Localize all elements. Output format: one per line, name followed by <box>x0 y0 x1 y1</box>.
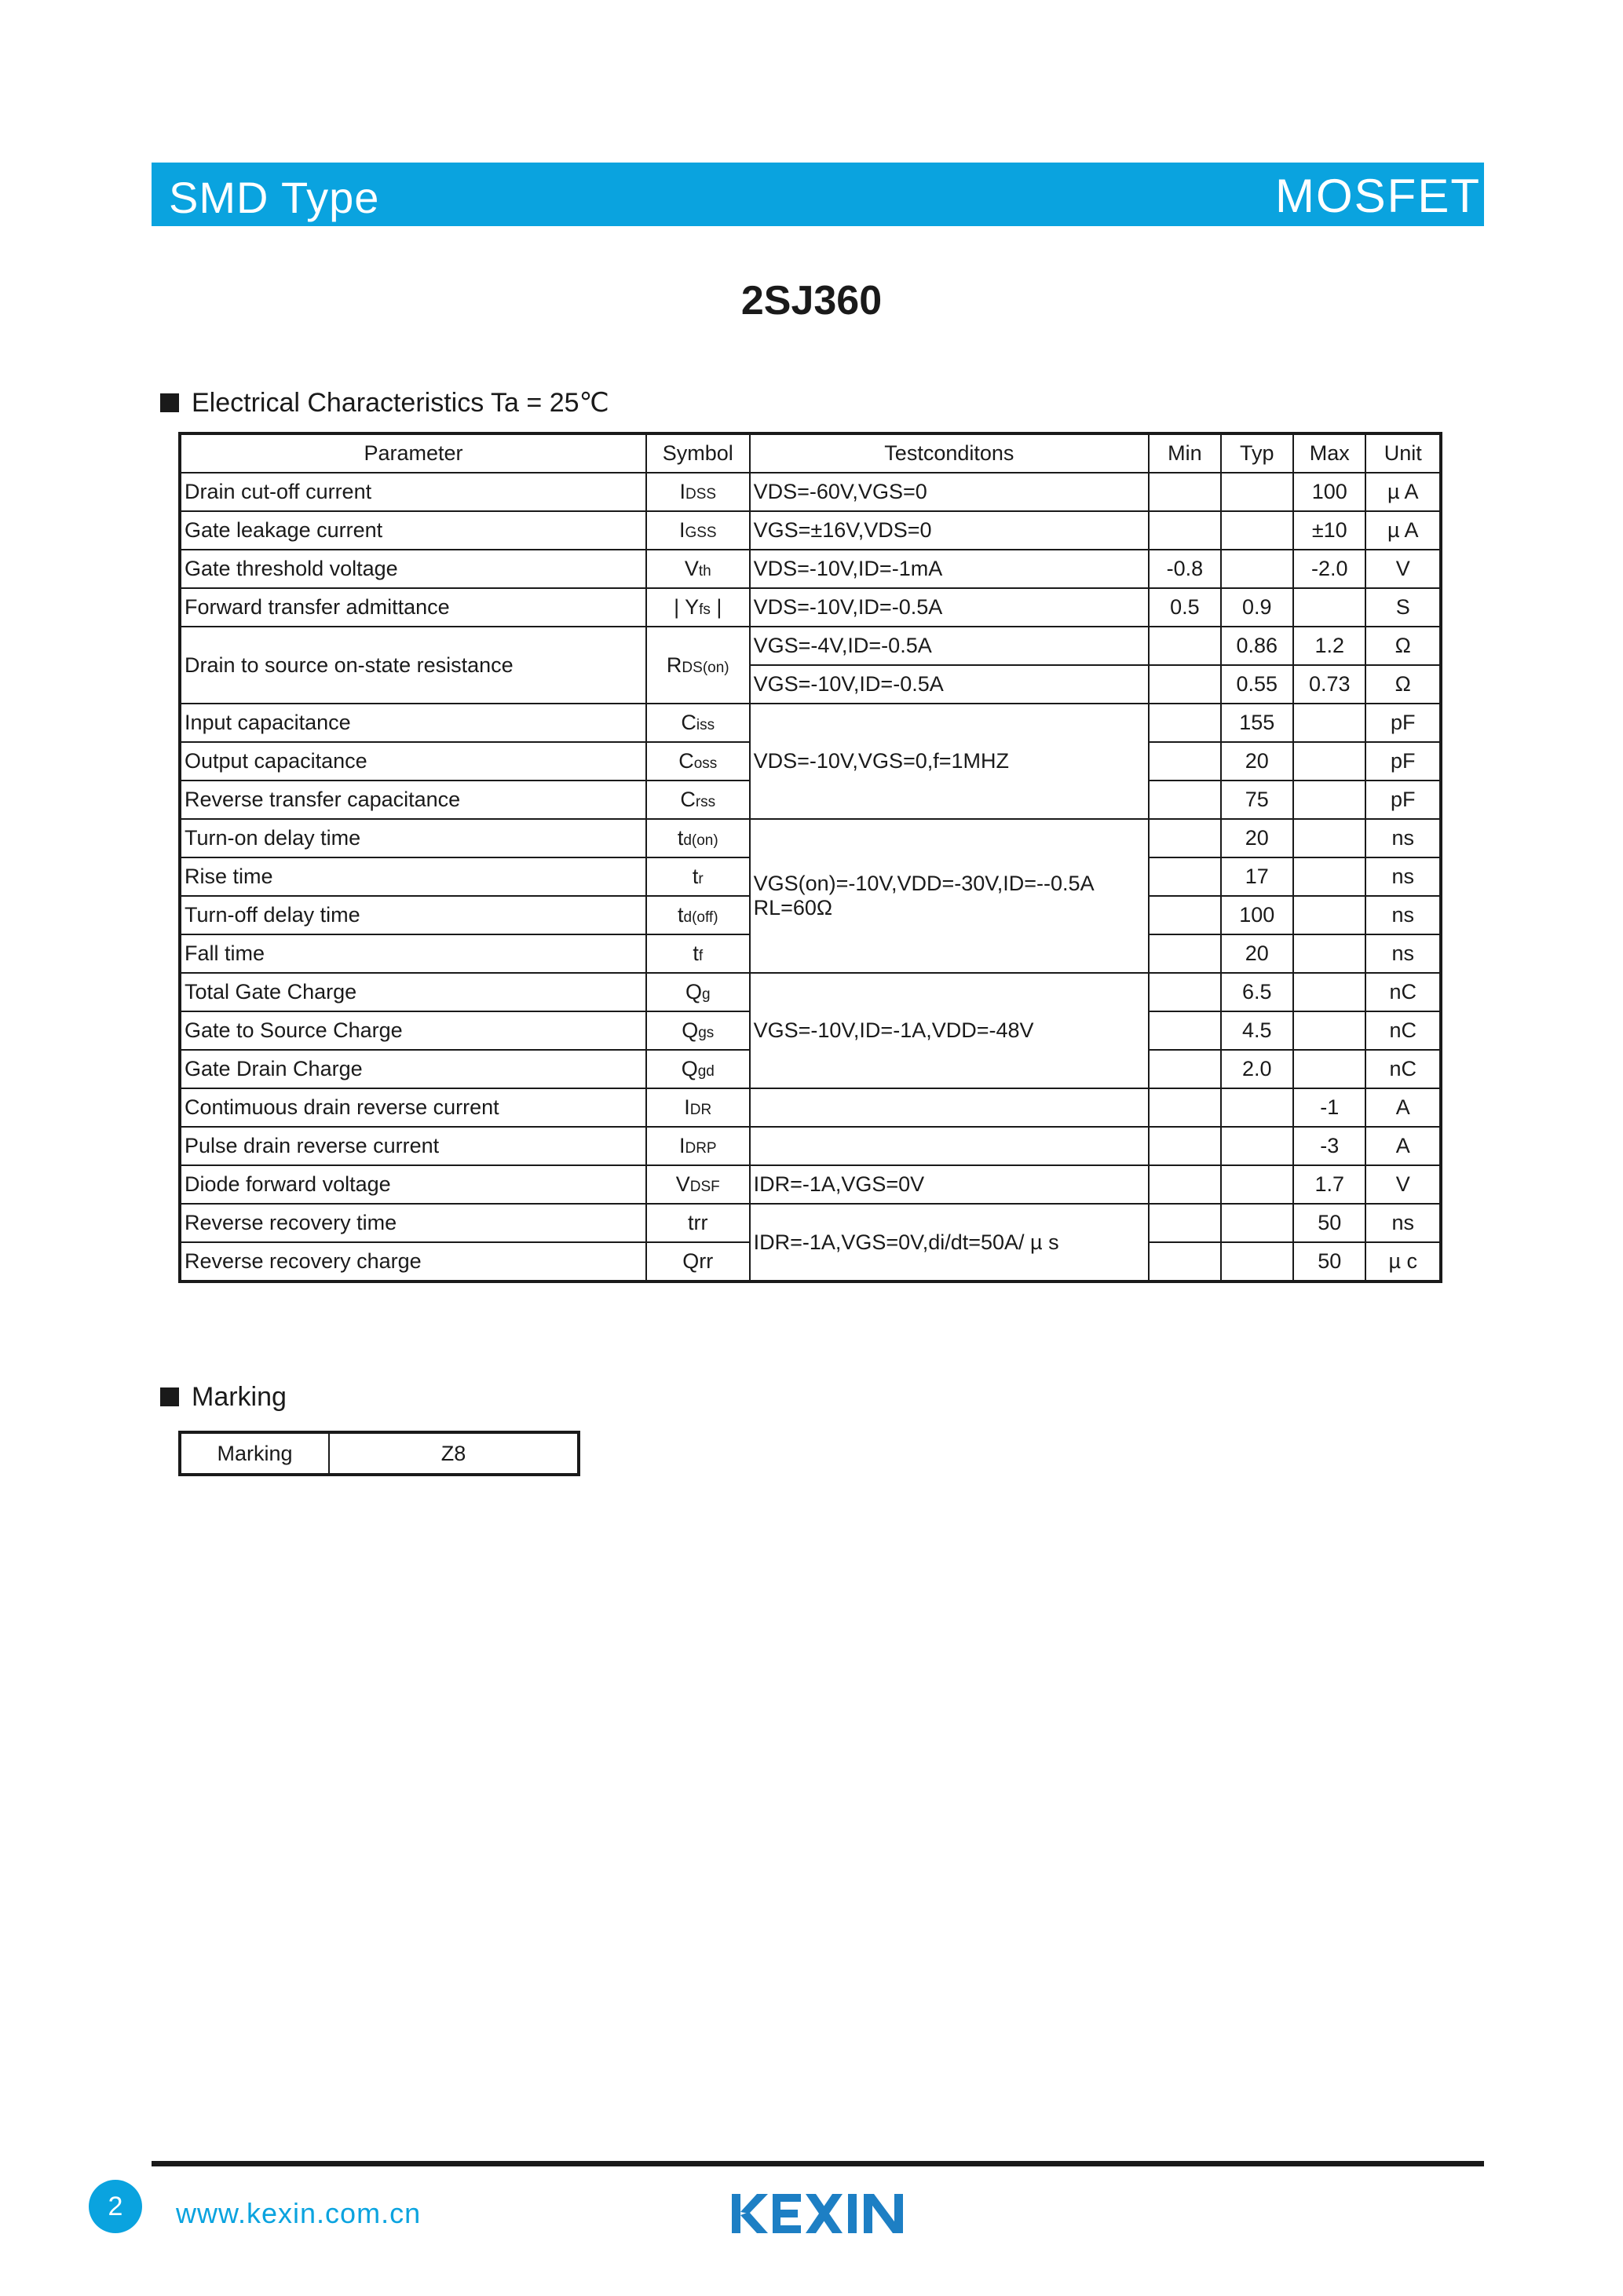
table-row <box>180 704 1441 742</box>
typ-cell <box>1221 1242 1293 1281</box>
table-row <box>180 588 1441 627</box>
electrical-characteristics-table <box>178 432 1442 1283</box>
condition-cell: IDR=-1A,VGS=0V,di/dt=50A/ µ s <box>750 1204 1150 1281</box>
typ-cell: 17 <box>1221 857 1293 896</box>
condition-cell <box>750 1088 1150 1127</box>
typ-cell <box>1221 1088 1293 1127</box>
symbol-cell: Ciss <box>646 704 750 742</box>
kexin-logo-icon <box>732 2191 912 2238</box>
table-row <box>180 1165 1441 1204</box>
max-cell <box>1293 742 1365 781</box>
header-cell: Typ <box>1221 433 1293 473</box>
symbol-cell: VDSF <box>646 1165 750 1204</box>
max-cell <box>1293 704 1365 742</box>
param-cell: Drain to source on-state resistance <box>180 627 646 704</box>
condition-cell: VGS(on)=-10V,VDD=-30V,ID=--0.5A RL=60Ω <box>750 819 1150 973</box>
condition-cell: VDS=-10V,VGS=0,f=1MHZ <box>750 704 1150 819</box>
param-cell: Output capacitance <box>180 742 646 781</box>
table-row <box>180 973 1441 1011</box>
section-electrical <box>160 387 609 419</box>
typ-cell <box>1221 1127 1293 1165</box>
header-cell: Min <box>1149 433 1220 473</box>
typ-cell: 75 <box>1221 781 1293 819</box>
min-cell <box>1149 1242 1220 1281</box>
param-cell: Gate to Source Charge <box>180 1011 646 1050</box>
min-cell <box>1149 1088 1220 1127</box>
symbol-cell: Qg <box>646 973 750 1011</box>
min-cell <box>1149 819 1220 857</box>
table-row <box>180 473 1441 511</box>
symbol-cell: Crss <box>646 781 750 819</box>
unit-cell: A <box>1365 1127 1441 1165</box>
unit-cell: nC <box>1365 1050 1441 1088</box>
min-cell <box>1149 704 1220 742</box>
max-cell: -2.0 <box>1293 550 1365 588</box>
unit-cell: nC <box>1365 1011 1441 1050</box>
symbol-cell: Qgd <box>646 1050 750 1088</box>
typ-cell <box>1221 550 1293 588</box>
min-cell <box>1149 1204 1220 1242</box>
min-cell <box>1149 742 1220 781</box>
table-row <box>180 550 1441 588</box>
unit-cell: ns <box>1365 857 1441 896</box>
symbol-cell: RDS(on) <box>646 627 750 704</box>
header-right-text: MOSFET <box>1275 170 1481 222</box>
param-cell: Reverse recovery charge <box>180 1242 646 1281</box>
marking-table <box>178 1431 580 1476</box>
table-header-row <box>180 433 1441 473</box>
condition-cell: VDS=-10V,ID=-0.5A <box>750 588 1150 627</box>
unit-cell: pF <box>1365 742 1441 781</box>
typ-cell: 155 <box>1221 704 1293 742</box>
max-cell <box>1293 1050 1365 1088</box>
symbol-cell: trr <box>646 1204 750 1242</box>
table-row <box>180 1088 1441 1127</box>
unit-cell: pF <box>1365 704 1441 742</box>
header-banner <box>152 163 1484 226</box>
param-cell: Input capacitance <box>180 704 646 742</box>
section-marking <box>160 1382 287 1413</box>
unit-cell: µ c <box>1365 1242 1441 1281</box>
symbol-cell: IDR <box>646 1088 750 1127</box>
symbol-cell: Qrr <box>646 1242 750 1281</box>
unit-cell: V <box>1365 1165 1441 1204</box>
min-cell <box>1149 473 1220 511</box>
min-cell <box>1149 896 1220 934</box>
symbol-cell: tr <box>646 857 750 896</box>
unit-cell: Ω <box>1365 665 1441 704</box>
param-cell: Reverse recovery time <box>180 1204 646 1242</box>
kexin-logo <box>732 2191 912 2242</box>
param-cell: Gate leakage current <box>180 511 646 550</box>
unit-cell: ns <box>1365 934 1441 973</box>
square-bullet-icon <box>160 1387 179 1406</box>
symbol-cell: IGSS <box>646 511 750 550</box>
section-electrical-title: Electrical Characteristics Ta = 25℃ <box>192 388 609 418</box>
table-row <box>180 1432 579 1475</box>
typ-cell: 0.86 <box>1221 627 1293 665</box>
marking-value: Z8 <box>329 1432 579 1475</box>
min-cell <box>1149 1165 1220 1204</box>
typ-cell <box>1221 473 1293 511</box>
max-cell: -3 <box>1293 1127 1365 1165</box>
condition-cell: VGS=-10V,ID=-0.5A <box>750 665 1150 704</box>
symbol-cell: td(off) <box>646 896 750 934</box>
unit-cell: ns <box>1365 896 1441 934</box>
unit-cell: V <box>1365 550 1441 588</box>
unit-cell: pF <box>1365 781 1441 819</box>
max-cell: ±10 <box>1293 511 1365 550</box>
header-cell: Unit <box>1365 433 1441 473</box>
footer-url[interactable]: www.kexin.com.cn <box>176 2197 422 2229</box>
condition-cell: VDS=-60V,VGS=0 <box>750 473 1150 511</box>
condition-cell: VGS=±16V,VDS=0 <box>750 511 1150 550</box>
typ-cell: 6.5 <box>1221 973 1293 1011</box>
symbol-cell: Qgs <box>646 1011 750 1050</box>
marking-label: Marking <box>180 1432 329 1475</box>
unit-cell: S <box>1365 588 1441 627</box>
typ-cell <box>1221 1204 1293 1242</box>
typ-cell: 100 <box>1221 896 1293 934</box>
param-cell: Fall time <box>180 934 646 973</box>
max-cell: -1 <box>1293 1088 1365 1127</box>
param-cell: Total Gate Charge <box>180 973 646 1011</box>
condition-cell: VGS=-10V,ID=-1A,VDD=-48V <box>750 973 1150 1088</box>
table-row <box>180 627 1441 665</box>
max-cell <box>1293 781 1365 819</box>
condition-cell: VGS=-4V,ID=-0.5A <box>750 627 1150 665</box>
min-cell <box>1149 1050 1220 1088</box>
param-cell: Contimuous drain reverse current <box>180 1088 646 1127</box>
unit-cell: µ A <box>1365 473 1441 511</box>
max-cell <box>1293 588 1365 627</box>
max-cell <box>1293 934 1365 973</box>
typ-cell <box>1221 511 1293 550</box>
param-cell: Gate threshold voltage <box>180 550 646 588</box>
max-cell: 1.7 <box>1293 1165 1365 1204</box>
header-cell: Symbol <box>646 433 750 473</box>
symbol-cell: td(on) <box>646 819 750 857</box>
max-cell <box>1293 819 1365 857</box>
header-cell: Testconditons <box>750 433 1150 473</box>
min-cell <box>1149 511 1220 550</box>
condition-cell <box>750 1127 1150 1165</box>
typ-cell: 0.55 <box>1221 665 1293 704</box>
param-cell: Turn-on delay time <box>180 819 646 857</box>
table-row <box>180 1127 1441 1165</box>
max-cell: 50 <box>1293 1242 1365 1281</box>
param-cell: Gate Drain Charge <box>180 1050 646 1088</box>
unit-cell: Ω <box>1365 627 1441 665</box>
page-number: 2 <box>89 2180 142 2233</box>
max-cell <box>1293 857 1365 896</box>
header-cell: Max <box>1293 433 1365 473</box>
unit-cell: A <box>1365 1088 1441 1127</box>
typ-cell: 20 <box>1221 742 1293 781</box>
param-cell: Forward transfer admittance <box>180 588 646 627</box>
max-cell: 100 <box>1293 473 1365 511</box>
condition-cell: IDR=-1A,VGS=0V <box>750 1165 1150 1204</box>
param-cell: Diode forward voltage <box>180 1165 646 1204</box>
symbol-cell: tf <box>646 934 750 973</box>
header-left-text: SMD Type <box>169 173 380 222</box>
symbol-cell: IDRP <box>646 1127 750 1165</box>
footer-rule <box>152 2161 1484 2166</box>
section-marking-title: Marking <box>192 1382 287 1412</box>
condition-cell: VDS=-10V,ID=-1mA <box>750 550 1150 588</box>
min-cell: 0.5 <box>1149 588 1220 627</box>
param-cell: Reverse transfer capacitance <box>180 781 646 819</box>
param-cell: Drain cut-off current <box>180 473 646 511</box>
param-cell: Rise time <box>180 857 646 896</box>
min-cell <box>1149 781 1220 819</box>
param-cell: Pulse drain reverse current <box>180 1127 646 1165</box>
min-cell <box>1149 1011 1220 1050</box>
table-row <box>180 511 1441 550</box>
max-cell: 1.2 <box>1293 627 1365 665</box>
min-cell <box>1149 665 1220 704</box>
typ-cell: 4.5 <box>1221 1011 1293 1050</box>
typ-cell <box>1221 1165 1293 1204</box>
symbol-cell: | Yfs | <box>646 588 750 627</box>
unit-cell: µ A <box>1365 511 1441 550</box>
param-cell: Turn-off delay time <box>180 896 646 934</box>
min-cell <box>1149 934 1220 973</box>
square-bullet-icon <box>160 393 179 412</box>
min-cell <box>1149 973 1220 1011</box>
max-cell: 0.73 <box>1293 665 1365 704</box>
min-cell <box>1149 857 1220 896</box>
typ-cell: 20 <box>1221 819 1293 857</box>
max-cell <box>1293 896 1365 934</box>
typ-cell: 0.9 <box>1221 588 1293 627</box>
table-row <box>180 1204 1441 1242</box>
header-cell: Parameter <box>180 433 646 473</box>
max-cell <box>1293 973 1365 1011</box>
symbol-cell: IDSS <box>646 473 750 511</box>
part-number: 2SJ360 <box>740 278 883 324</box>
typ-cell: 2.0 <box>1221 1050 1293 1088</box>
max-cell: 50 <box>1293 1204 1365 1242</box>
min-cell <box>1149 627 1220 665</box>
max-cell <box>1293 1011 1365 1050</box>
min-cell <box>1149 1127 1220 1165</box>
unit-cell: ns <box>1365 819 1441 857</box>
unit-cell: ns <box>1365 1204 1441 1242</box>
symbol-cell: Vth <box>646 550 750 588</box>
unit-cell: nC <box>1365 973 1441 1011</box>
table-row <box>180 819 1441 857</box>
min-cell: -0.8 <box>1149 550 1220 588</box>
symbol-cell: Coss <box>646 742 750 781</box>
typ-cell: 20 <box>1221 934 1293 973</box>
